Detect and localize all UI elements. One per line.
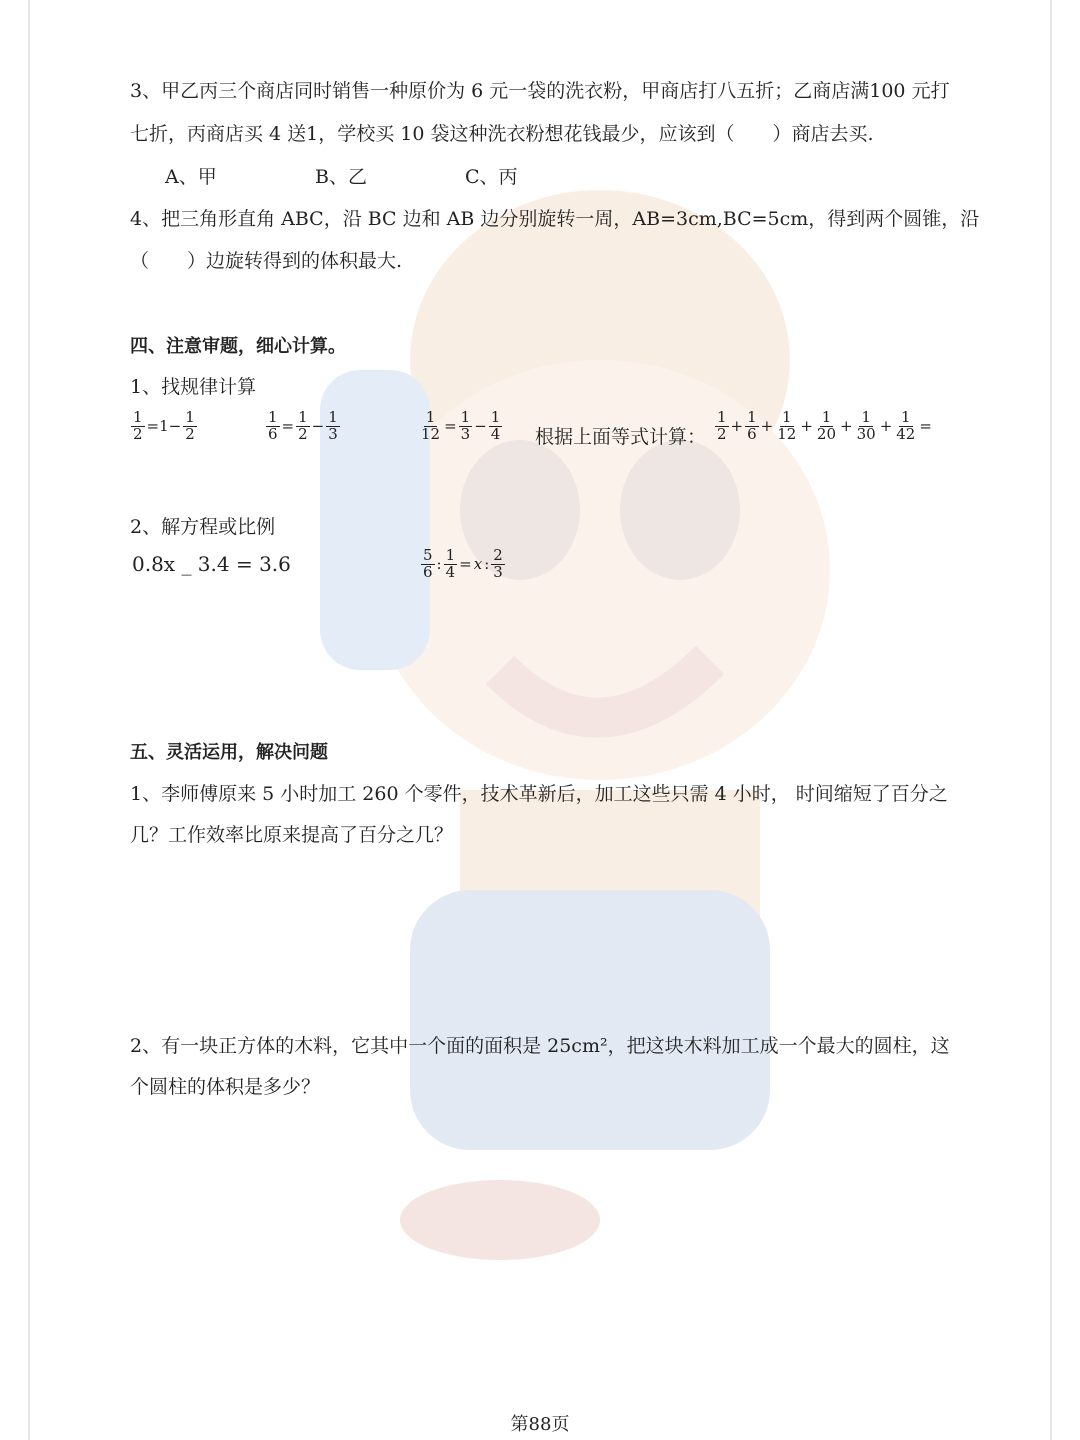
pattern-eq3: $\frac{1}{12}$ = $\frac{1}{3}$ − $\frac{1}{4}$ — [421, 408, 501, 443]
sum-fraction: $\frac{1}{12}$ — [777, 408, 797, 443]
section5-title: 五、灵活运用，解决问题 — [130, 742, 328, 763]
section4-title: 四、注意审题，细心计算。 — [130, 336, 346, 357]
sum-fraction: $\frac{1}{42}$ — [896, 408, 916, 443]
section5-p2-line2: 个圆柱的体积是多少？ — [130, 1076, 321, 1098]
sum-fraction: $\frac{1}{30}$ — [856, 408, 876, 443]
section4-sub1: 1、找规律计算 — [130, 376, 257, 398]
q3-option-a: A、甲 — [165, 166, 217, 188]
q3-option-c: C、丙 — [465, 166, 518, 188]
pattern-eq1: $\frac{1}{2}$ =1− $\frac{1}{2}$ — [133, 408, 195, 443]
sum-fraction: $\frac{1}{20}$ — [816, 408, 837, 443]
sum-fraction: $\frac{1}{6}$ — [747, 408, 757, 443]
sum-expression: $\frac{1}{2}$ + $\frac{1}{6}$ + $\frac{1}{12}$ + $\frac{1}{20}$ + $\frac{1}{30}$ + $\frac{1}{42}$ = — [717, 408, 932, 443]
q4-line1: 4、把三角形直角 ABC，沿 BC 边和 AB 边分别旋转一周，AB=3cm,BC=5cm，得到两个圆锥，沿 — [130, 208, 980, 230]
q4-line2: （ ）边旋转得到的体积最大. — [130, 250, 403, 272]
section5-p1-line2: 几？工作效率比原来提高了百分之几？ — [130, 824, 454, 846]
calc-label: 根据上面等式计算： — [535, 426, 707, 448]
section5-p2-line1: 2、有一块正方体的木料，它其中一个面的面积是 25cm²，把这块木料加工成一个最大的圆柱，这 — [130, 1035, 950, 1057]
q3-line2: 七折，丙商店买 4 送1，学校买 10 袋这种洗衣粉想花钱最少，应该到（ ）商店去买. — [130, 123, 874, 145]
sum-fraction: $\frac{1}{2}$ — [717, 408, 727, 443]
q3-line1: 3、甲乙丙三个商店同时销售一种原价为 6 元一袋的洗衣粉，甲商店打八五折；乙商店满100 元打 — [130, 80, 950, 102]
ratio-equation: $\frac{5}{6}$ : $\frac{1}{4}$ = x : $\frac{2}{3}$ — [423, 546, 503, 581]
linear-equation: 0.8x _ 3.4 = 3.6 — [132, 552, 291, 576]
page-number: 第88页 — [510, 1414, 570, 1435]
section4-sub2: 2、解方程或比例 — [130, 516, 276, 538]
section5-p1-line1: 1、李师傅原来 5 小时加工 260 个零件，技术革新后，加工这些只需 4 小时， 时间缩短了百分之 — [130, 783, 948, 805]
q3-option-b: B、乙 — [315, 166, 367, 188]
pattern-eq2: $\frac{1}{6}$ = $\frac{1}{2}$ − $\frac{1}{3}$ — [268, 408, 338, 443]
